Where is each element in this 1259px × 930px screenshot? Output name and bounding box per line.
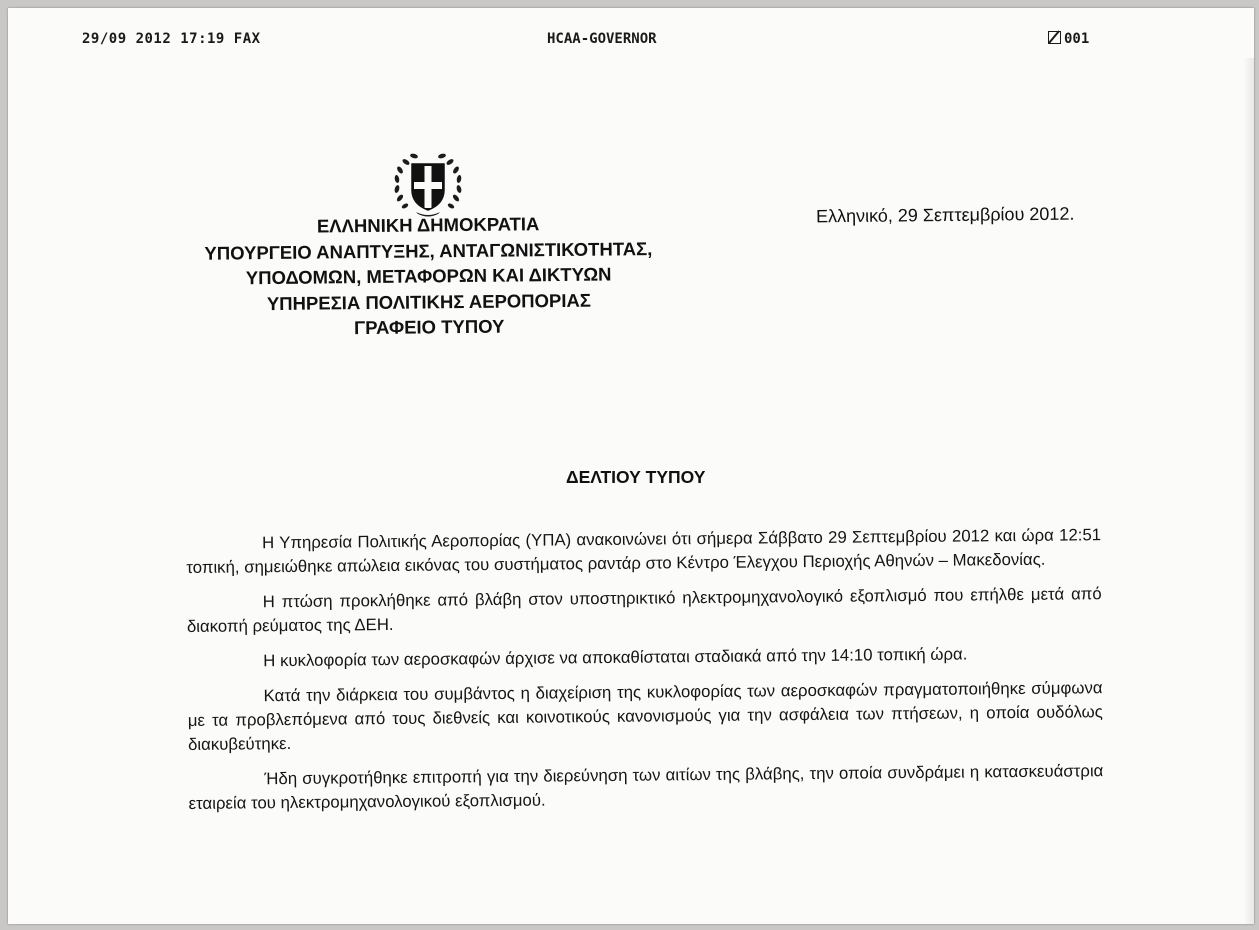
letterhead-line: ΓΡΑΦΕΙΟ ΤΥΠΟΥ — [353, 315, 505, 339]
fax-page-number-value: 001 — [1064, 31, 1090, 47]
fax-page-icon — [1048, 31, 1061, 44]
letterhead-line: ΕΛΛΗΝΙΚΗ ΔΗΜΟΚΡΑΤΙΑ — [316, 213, 540, 237]
fax-datetime: 29/09 2012 17:19 FAX — [82, 31, 261, 47]
body-paragraph: Ήδη συγκροτήθηκε επιτροπή για την διερεύνηση των αιτίων της βλάβης, την οποία συνδράμει η κατασκευάστρια εταιρεία του ηλεκτρομηχανολογικού εξοπλισμού. — [188, 761, 1104, 813]
document-title: ΔΕΛΤΙΟΥ ΤΥΠΟΥ — [566, 467, 706, 487]
body-paragraph: Κατά την διάρκεια του συμβάντος η διαχείριση της κυκλοφορίας των αεροσκαφών πραγματοποιήθηκε σύμφωνα με τα προβλεπόμενα από τους διεθνείς και κοινοτικούς κανονισμούς για την ασφάλεια των πτήσεων, η οποία ουδόλως διακυβεύτηκε. — [187, 678, 1103, 754]
letterhead — [178, 210, 679, 343]
letterhead-line: ΥΠΗΡΕΣΙΑ ΠΟΛΙΤΙΚΗΣ ΑΕΡΟΠΟΡΙΑΣ — [266, 289, 592, 314]
body-paragraph: Η Υπηρεσία Πολιτικής Αεροπορίας (ΥΠΑ) ανακοινώνει ότι σήμερα Σάββατο 29 Σεπτεμβρίου 2012 και ώρα 12:51 τοπική, σημειώθηκε απώλεια εικόνας του συστήματος ραντάρ στο Κέντρο Έλεγχου Περιοχής Αθηνών – Μακεδονίας. — [186, 525, 1102, 577]
letterhead-line: ΥΠΟΔΟΜΩΝ, ΜΕΤΑΦΟΡΩΝ ΚΑΙ ΔΙΚΤΥΩΝ — [245, 263, 612, 289]
place-date: Ελληνικό, 29 Σεπτεμβρίου 2012. — [815, 203, 1075, 227]
press-release-body — [186, 523, 1104, 827]
fax-page — [8, 8, 1254, 924]
body-paragraph: Η πτώση προκλήθηκε από βλάβη στον υποστηρικτικό ηλεκτρομηχανολογικό εξοπλισμό που επήλθε μετά από διακοπή ρεύματος της ΔΕΗ. — [186, 584, 1102, 636]
body-paragraph: Η κυκλοφορία των αεροσκαφών άρχισε να αποκαθίσταται σταδιακά από την 14:10 τοπική ώρα. — [263, 644, 968, 671]
fax-sender: HCAA-GOVERNOR — [547, 31, 657, 47]
fax-page-number — [1048, 31, 1089, 47]
letterhead-line: ΥΠΟΥΡΓΕΙΟ ΑΝΑΠΤΥΞΗΣ, ΑΝΤΑΓΩΝΙΣΤΙΚΟΤΗΤΑΣ, — [204, 237, 653, 264]
greek-coat-of-arms-icon — [390, 146, 466, 222]
